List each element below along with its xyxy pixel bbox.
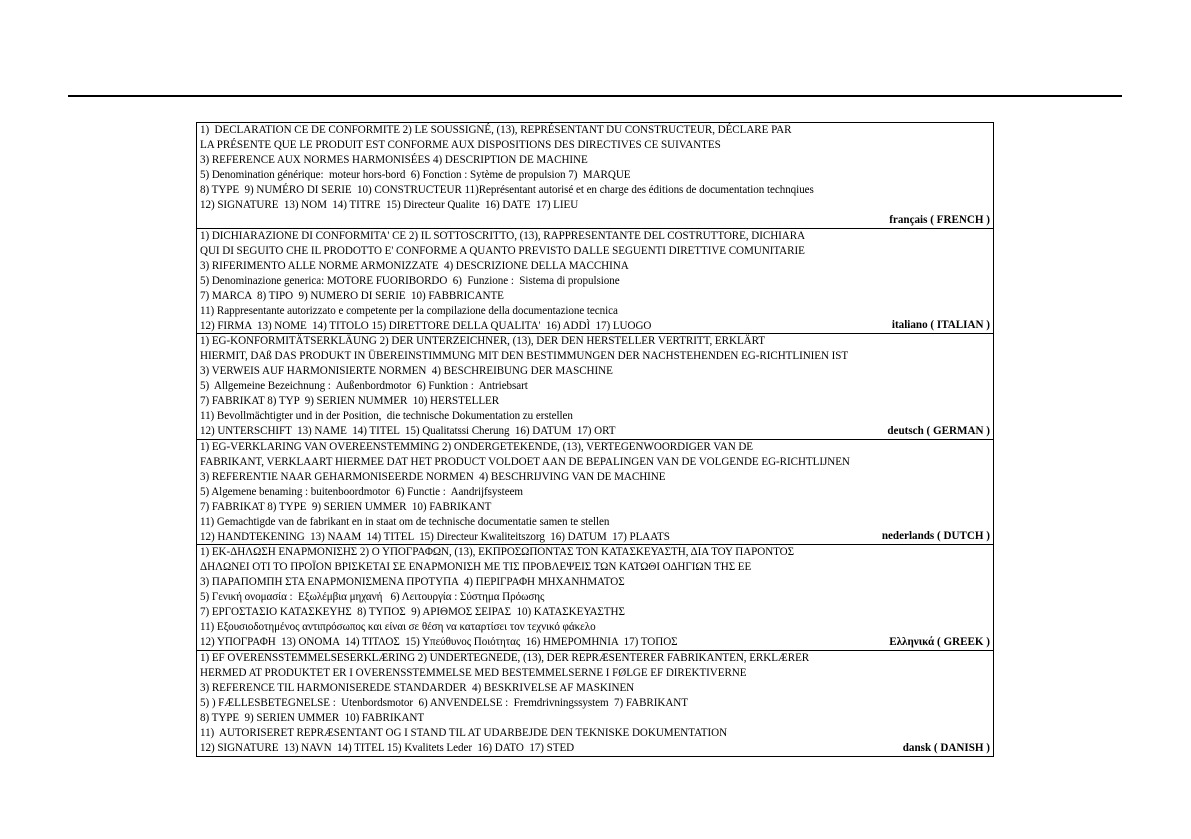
declaration-line: 3) VERWEIS AUF HARMONISIERTE NORMEN 4) BESCHREIBUNG DER MASCHINE bbox=[200, 365, 613, 378]
declaration-line: 3) RIFERIMENTO ALLE NORME ARMONIZZATE 4) DESCRIZIONE DELLA MACCHINA bbox=[200, 259, 629, 272]
declaration-line: 7) MARCA 8) TIPO 9) NUMERO DI SERIE 10) FABBRICANTE bbox=[200, 289, 504, 302]
declaration-line: 1) EG-KONFORMITÄTSERKLÄUNG 2) DER UNTERZEICHNER, (13), DER DEN HERSTELLER VERTRITT, ERKLÄRT bbox=[200, 335, 766, 347]
declaration-section-italian bbox=[197, 229, 993, 335]
header-rule bbox=[68, 95, 1122, 97]
declaration-line: 11) Rappresentante autorizzato e competente per la compilazione della documentazione tecnica bbox=[200, 304, 618, 317]
declaration-line: ΔΗΛΩΝΕΙ ΟΤΙ ΤΟ ΠΡΟΪΟΝ ΒΡΙΣΚΕΤΑΙ ΣΕ ΕΝΑΡΜΟΝΙΣΗ ΜΕ ΤΙΣ ΠΡΟΒΛΕΨΕΙΣ ΤΩΝ ΚΑΤΩΘΙ ΟΔΗΓΙΩΝ ΤΗΣ ΕΕ bbox=[200, 561, 752, 574]
declaration-line: 3) ΠΑΡΑΠΟΜΠΗ ΣΤΑ ΕΝΑΡΜΟΝΙΣΜΕΝΑ ΠΡΟΤΥΠΑ 4) ΠΕΡΙΓΡΑΦΗ ΜΗΧΑΝΗΜΑΤΟΣ bbox=[200, 576, 625, 589]
declaration-line: 5) Algemene benaming : buitenboordmotor 6) Functie : Aandrijfsysteem bbox=[200, 485, 524, 498]
declaration-line: 12) HANDTEKENING 13) NAAM 14) TITEL 15) Directeur Kwaliteitszorg 16) DATUM 17) PLAATS bbox=[200, 530, 670, 543]
declaration-line: 5) Denominazione generica: MOTORE FUORIBORDO 6) Funzione : Sistema di propulsione bbox=[200, 274, 620, 287]
declaration-line: 1) EF OVERENSSTEMMELSESERKLÆRING 2) UNDERTEGNEDE, (13), DER REPRÆSENTERER FABRIKANTEN, ERKLÆRER bbox=[200, 651, 810, 664]
declaration-line: 12) FIRMA 13) NOME 14) TITOLO 15) DIRETTORE DELLA QUALITA' 16) ADDÌ 17) LUOGO bbox=[200, 319, 652, 332]
language-label: italiano ( ITALIAN ) bbox=[891, 319, 990, 331]
declaration-line: 12) SIGNATURE 13) NAVN 14) TITEL 15) Kvalitets Leder 16) DATO 17) STED bbox=[200, 741, 575, 754]
declaration-line: 7) ΕΡΓΟΣΤΑΣΙΟ ΚΑΤΑΣΚΕΥΗΣ 8) ΤΥΠΟΣ 9) ΑΡΙΘΜΟΣ ΣΕΙΡΑΣ 10) ΚΑΤΑΣΚΕΥΑΣΤΗΣ bbox=[200, 606, 625, 619]
declaration-section-greek bbox=[197, 545, 993, 651]
declaration-line: 1) EG-VERKLARING VAN OVEREENSTEMMING 2) ONDERGETEKENDE, (13), VERTEGENWOORDIGER VAN DE bbox=[200, 440, 754, 453]
declaration-section-german bbox=[197, 334, 993, 440]
declaration-section-french bbox=[197, 123, 993, 229]
declaration-line: 3) REFERENCE TIL HARMONISEREDE STANDARDER 4) BESKRIVELSE AF MASKINEN bbox=[200, 681, 635, 694]
declaration-line: 11) Bevollmächtigter und in der Position, die technische Dokumentation zu erstellen bbox=[200, 410, 573, 423]
declaration-line: 1) ΕΚ-ΔΗΛΩΣΗ ΕΝΑΡΜΟΝΙΣΗΣ 2) Ο ΥΠΟΓΡΑΦΩΝ, (13), ΕΚΠΡΟΣΩΠΟΝΤΑΣ ΤΟΝ ΚΑΤΑΣΚΕΥΑΣΤΗ, ΔΙΑ ΤΟΥ ΠΑΡΟΝΤΟΣ bbox=[200, 546, 795, 558]
declaration-line: 11) Gemachtigde van de fabrikant en in staat om de technische documentatie samen te stellen bbox=[200, 515, 610, 528]
declaration-line: 11) AUTORISERET REPRÆSENTANT OG I STAND TIL AT UDARBEJDE DEN TEKNISKE DOKUMENTATION bbox=[200, 726, 728, 739]
declaration-line: 12) ΥΠΟΓΡΑΦΗ 13) ΟΝΟΜΑ 14) ΤΙΤΛΟΣ 15) Υπεύθυνος Ποιότητας 16) ΗΜΕΡΟΜΗΝΙΑ 17) ΤΟΠΟΣ bbox=[200, 636, 678, 649]
declaration-section-dutch bbox=[197, 440, 993, 546]
declaration-line: 3) REFERENTIE NAAR GEHARMONISEERDE NORMEN 4) BESCHRIJVING VAN DE MACHINE bbox=[200, 470, 666, 483]
declaration-line: 5) Allgemeine Bezeichnung : Außenbordmotor 6) Funktion : Antriebsart bbox=[200, 380, 528, 393]
language-label: dansk ( DANISH ) bbox=[902, 741, 990, 754]
declaration-line: 5) Denomination générique: moteur hors-bord 6) Fonction : Sytème de propulsion 7) MARQUE bbox=[200, 169, 631, 182]
declaration-line: HERMED AT PRODUKTET ER I OVERENSSTEMMELSE MED BESTEMMELSERNE I FØLGE EF DIREKTIVERNE bbox=[200, 666, 747, 679]
declaration-line: 3) REFERENCE AUX NORMES HARMONISÉES 4) DESCRIPTION DE MACHINE bbox=[200, 154, 588, 167]
declaration-line: HIERMIT, DAß DAS PRODUKT IN ÜBEREINSTIMMUNG MIT DEN BESTIMMUNGEN DER NACHSTEHENDEN EG-RICHTLINIEN IST bbox=[200, 350, 849, 363]
declaration-line: 8) TYPE 9) NUMÉRO DI SERIE 10) CONSTRUCTEUR 11)Représentant autorisé et en charge des éditions de documentation technqiues bbox=[200, 184, 814, 197]
declaration-line: 8) TYPE 9) SERIEN UMMER 10) FABRIKANT bbox=[200, 711, 425, 724]
declaration-line: 5) Γενική ονομασία : Εξωλέμβια μηχανή 6) Λειτουργία : Σύστημα Πρόωσης bbox=[200, 591, 545, 604]
declaration-table bbox=[196, 122, 994, 757]
declaration-line: 1) DICHIARAZIONE DI CONFORMITA' CE 2) IL SOTTOSCRITTO, (13), RAPPRESENTANTE DEL COSTRUTTORE, DICHIARA bbox=[200, 229, 806, 242]
declaration-line: 7) FABRIKAT 8) TYPE 9) SERIEN UMMER 10) FABRIKANT bbox=[200, 500, 492, 513]
declaration-line: QUI DI SEGUITO CHE IL PRODOTTO E' CONFORME A QUANTO PREVISTO DALLE SEGUENTI DIRETTIVE COMUNITARIE bbox=[200, 244, 805, 257]
declaration-line: 7) FABRIKAT 8) TYP 9) SERIEN NUMMER 10) HERSTELLER bbox=[200, 395, 500, 408]
language-label: deutsch ( GERMAN ) bbox=[887, 424, 990, 437]
declaration-line: 12) SIGNATURE 13) NOM 14) TITRE 15) Directeur Qualite 16) DATE 17) LIEU bbox=[200, 199, 579, 212]
language-label: français ( FRENCH ) bbox=[889, 213, 990, 226]
declaration-line: 12) UNTERSCHIFT 13) NAME 14) TITEL 15) Qualitatssi Cherung 16) DATUM 17) ORT bbox=[200, 425, 616, 438]
declaration-line: FABRIKANT, VERKLAART HIERMEE DAT HET PRODUCT VOLDOET AAN DE BEPALINGEN VAN DE VOLGENDE EG-RICHTLIJNEN bbox=[200, 455, 850, 468]
declaration-section-danish bbox=[197, 651, 993, 756]
declaration-line: LA PRÉSENTE QUE LE PRODUIT EST CONFORME AUX DISPOSITIONS DES DIRECTIVES CE SUIVANTES bbox=[200, 139, 721, 152]
language-label: Ελληνικά ( GREEK ) bbox=[889, 635, 990, 648]
declaration-line: 11) Εξουσιοδοτημένος αντιπρόσωπος και είναι σε θέση να καταρτίσει τον τεχνικό φάκελο bbox=[200, 621, 596, 634]
language-label: nederlands ( DUTCH ) bbox=[881, 530, 990, 542]
declaration-line: 5) ) FÆLLESBETEGNELSE : Utenbordsmotor 6) ANVENDELSE : Fremdrivningssystem 7) FABRIKANT bbox=[200, 696, 688, 709]
declaration-line: 1) DECLARATION CE DE CONFORMITE 2) LE SOUSSIGNÉ, (13), REPRÉSENTANT DU CONSTRUCTEUR, DÉCLARE PAR bbox=[200, 124, 792, 136]
